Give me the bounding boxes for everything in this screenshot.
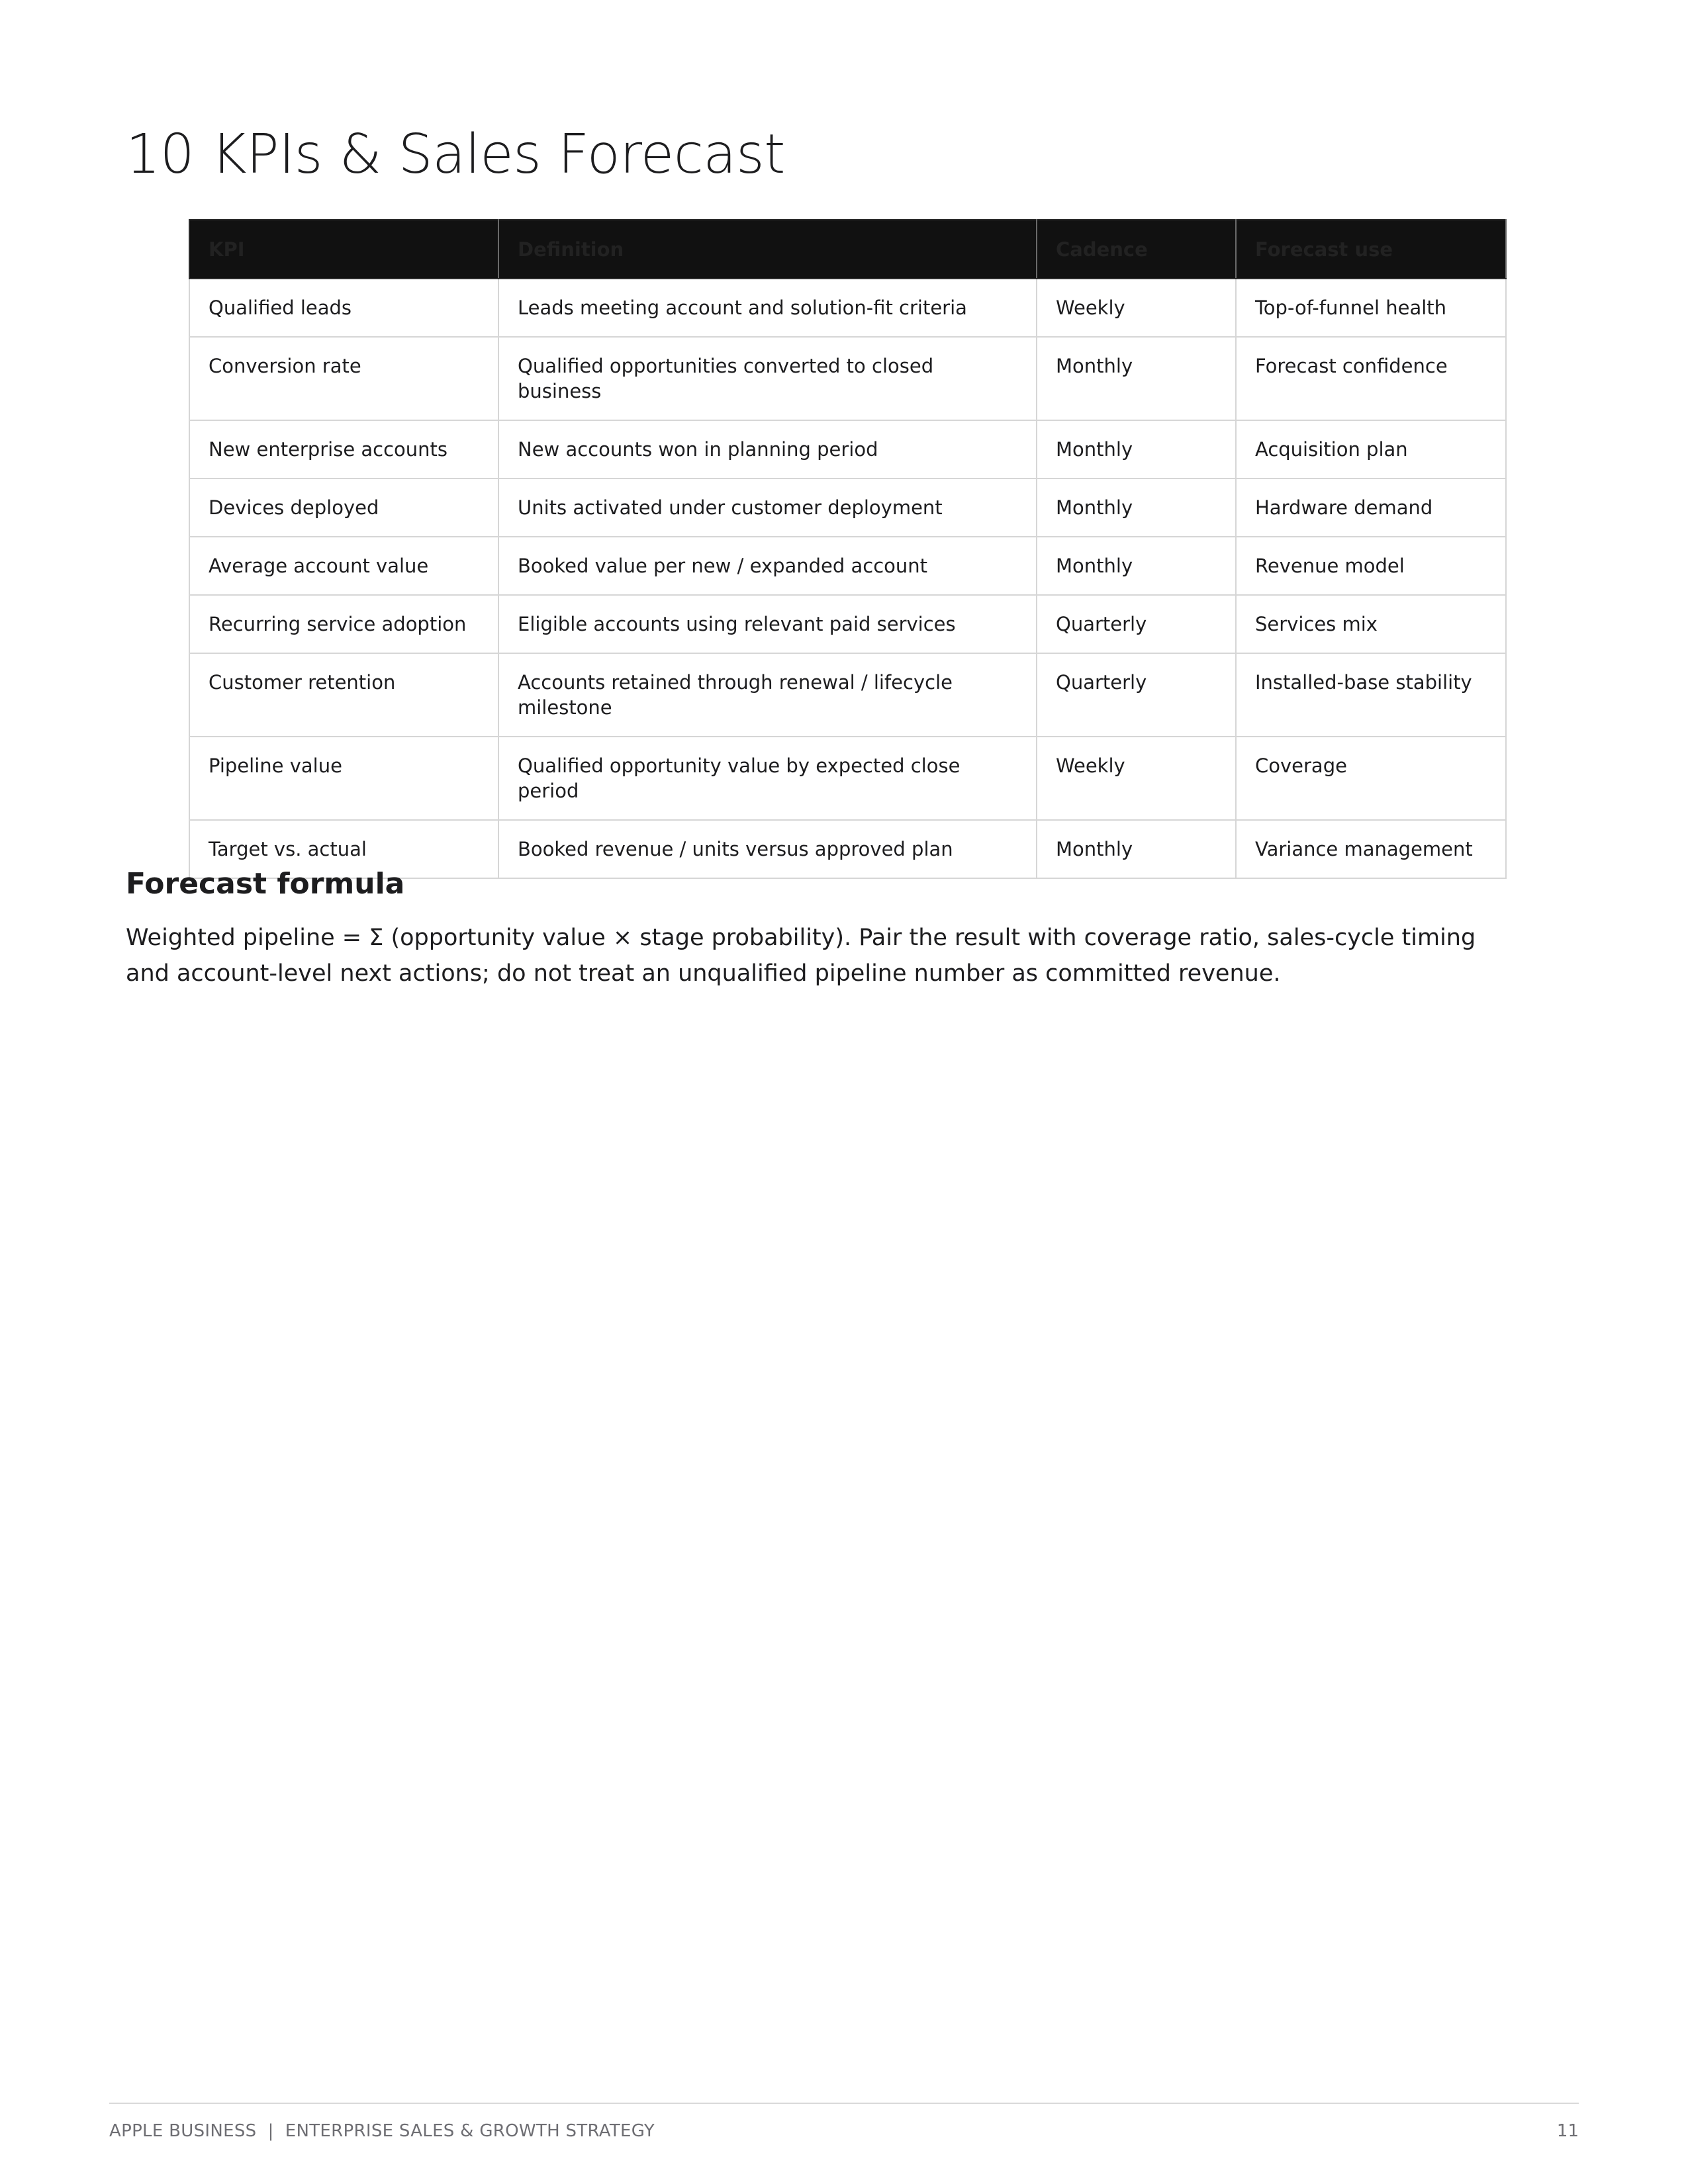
kpi-cell: Recurring service adoption: [189, 595, 498, 653]
table-header-row: [189, 220, 1506, 279]
kpi-cell: Conversion rate: [189, 337, 498, 420]
cadence-cell: Weekly: [1037, 737, 1236, 820]
cadence-cell: Weekly: [1037, 279, 1236, 337]
cadence-cell: Monthly: [1037, 420, 1236, 478]
forecast-use-cell: Variance management: [1236, 820, 1506, 878]
column-header-forecast-use: Forecast use: [1236, 220, 1506, 279]
forecast-use-cell: Acquisition plan: [1236, 420, 1506, 478]
table-row: [189, 537, 1506, 595]
page-title: 10 KPIs & Sales Forecast: [126, 123, 785, 186]
forecast-use-cell: Top-of-funnel health: [1236, 279, 1506, 337]
table-row: [189, 653, 1506, 737]
definition-cell: Qualified opportunities converted to closed business: [498, 337, 1037, 420]
definition-cell: Accounts retained through renewal / lifecycle milestone: [498, 653, 1037, 737]
kpi-cell: Pipeline value: [189, 737, 498, 820]
definition-cell: Qualified opportunity value by expected close period: [498, 737, 1037, 820]
cadence-cell: Quarterly: [1037, 595, 1236, 653]
section-heading: Forecast formula: [126, 867, 405, 901]
cadence-cell: Monthly: [1037, 478, 1236, 537]
table-row: [189, 420, 1506, 478]
table-row: [189, 337, 1506, 420]
forecast-formula-text: Weighted pipeline = Σ (opportunity value × stage probability). Pair the result with coverage ratio, sales-cycle timing and account-level next actions; do not treat an unqualified pipeline number as committed revenue.: [126, 925, 1476, 987]
definition-cell: Leads meeting account and solution-fit criteria: [498, 279, 1037, 337]
forecast-use-cell: Coverage: [1236, 737, 1506, 820]
forecast-use-cell: Services mix: [1236, 595, 1506, 653]
forecast-use-cell: Hardware demand: [1236, 478, 1506, 537]
cadence-cell: Quarterly: [1037, 653, 1236, 737]
table-row: [189, 478, 1506, 537]
cadence-cell: Monthly: [1037, 337, 1236, 420]
definition-cell: Booked revenue / units versus approved plan: [498, 820, 1037, 878]
kpi-cell: Target vs. actual: [189, 820, 498, 878]
kpi-cell: Devices deployed: [189, 478, 498, 537]
column-header-definition: Definition: [498, 220, 1037, 279]
forecast-use-cell: Forecast confidence: [1236, 337, 1506, 420]
table-row: [189, 595, 1506, 653]
kpi-table: [189, 219, 1507, 879]
cadence-cell: Monthly: [1037, 537, 1236, 595]
definition-cell: Units activated under customer deployment: [498, 478, 1037, 537]
kpi-cell: Average account value: [189, 537, 498, 595]
table-row: [189, 279, 1506, 337]
definition-cell: New accounts won in planning period: [498, 420, 1037, 478]
kpi-cell: Customer retention: [189, 653, 498, 737]
forecast-use-cell: Installed-base stability: [1236, 653, 1506, 737]
table-row: [189, 737, 1506, 820]
column-header-kpi: KPI: [189, 220, 498, 279]
footer-label: APPLE BUSINESS | ENTERPRISE SALES & GROWTH STRATEGY: [109, 2121, 655, 2141]
definition-cell: Eligible accounts using relevant paid services: [498, 595, 1037, 653]
page-number: 11: [1556, 2121, 1579, 2141]
forecast-use-cell: Revenue model: [1236, 537, 1506, 595]
cadence-cell: Monthly: [1037, 820, 1236, 878]
definition-cell: Booked value per new / expanded account: [498, 537, 1037, 595]
column-header-cadence: Cadence: [1037, 220, 1236, 279]
kpi-cell: Qualified leads: [189, 279, 498, 337]
footer-divider: [109, 2103, 1579, 2104]
kpi-cell: New enterprise accounts: [189, 420, 498, 478]
